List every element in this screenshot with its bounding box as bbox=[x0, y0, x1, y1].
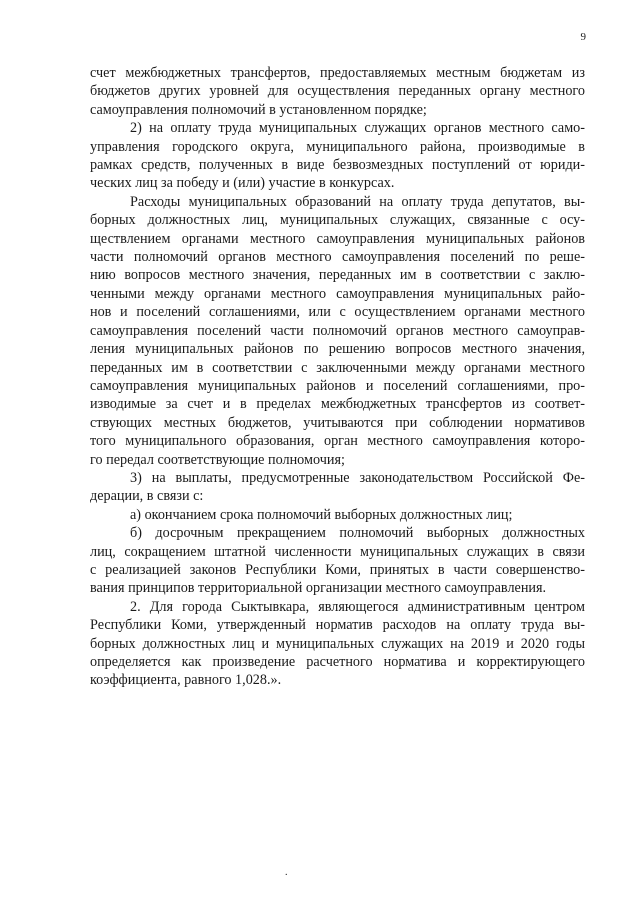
text-line: лиц, сокращением штатной численности муниципальных служащих в связи bbox=[90, 543, 585, 560]
text-line: определяется как произведение расчетного норматива и корректирующего bbox=[90, 654, 585, 670]
text-line: управления городского округа, муниципального района, производимые в bbox=[90, 138, 585, 155]
text-line: вания принципов территориальной организации местного самоуправления. bbox=[90, 580, 547, 597]
text-line: ченными между органами местного самоуправления муниципальных райо- bbox=[90, 285, 585, 302]
paragraph bbox=[90, 119, 585, 193]
text-line: 2) на оплату труда муниципальных служащих органов местного само- bbox=[130, 120, 585, 137]
text-line: изводимые за счет и в пределах межбюджетных трансфертов из соответ- bbox=[90, 396, 585, 413]
text-line: борных должностных лиц и муниципальных служащих на 2019 и 2020 годы bbox=[90, 635, 585, 652]
text-line: ческих лиц за победу и (или) участие в конкурсах. bbox=[90, 175, 395, 192]
document-body bbox=[90, 64, 585, 690]
text-line: борных должностных лиц, муниципальных служащих, связанные с осу- bbox=[90, 212, 585, 229]
paragraph bbox=[90, 524, 585, 598]
text-line: самоуправления полномочий в установленном порядке; bbox=[90, 101, 427, 118]
text-line: 2. Для города Сыктывкара, являющегося административным центром bbox=[130, 598, 585, 615]
text-line: а) окончанием срока полномочий выборных должностных лиц; bbox=[130, 506, 513, 523]
text-line: рамках средств, полученных в виде безвозмездных поступлений от юриди- bbox=[90, 157, 585, 174]
text-line: ществлением органами местного самоуправления муниципальных районов bbox=[90, 230, 585, 247]
text-line: с реализацией законов Республики Коми, принятых в части совершенство- bbox=[90, 561, 585, 578]
text-line: переданных им в соответствии с заключенными между органами местного bbox=[90, 359, 585, 376]
text-line: части полномочий органов местного самоуправления поселений по реше- bbox=[90, 249, 585, 266]
text-line: дерации, в связи с: bbox=[90, 488, 204, 505]
text-line: самоуправления поселений части полномочий органов местного самоуправ- bbox=[90, 322, 585, 339]
paragraph bbox=[90, 598, 585, 690]
text-line: б) досрочным прекращением полномочий выборных должностных bbox=[130, 525, 585, 542]
text-line: бюджетов других уровней для осуществления переданных органу местного bbox=[90, 83, 585, 100]
text-line: самоуправления муниципальных районов и поселений соглашениями, про- bbox=[90, 377, 585, 394]
text-line: коэффициента, равного 1,028.». bbox=[90, 672, 282, 689]
text-line: нов и поселений соглашениями, или с осуществлением органами местного bbox=[90, 304, 585, 321]
paragraph bbox=[90, 64, 585, 119]
paragraph bbox=[90, 506, 585, 524]
text-line: ствующих местных бюджетов, учитываются при соблюдении нормативов bbox=[90, 414, 585, 431]
text-line: Республики Коми, утвержденный норматив расходов на оплату труда вы- bbox=[90, 617, 585, 634]
text-line: 3) на выплаты, предусмотренные законодательством Российской Фе- bbox=[130, 469, 585, 486]
text-line: счет межбюджетных трансфертов, предоставляемых местным бюджетам из bbox=[90, 65, 585, 81]
paragraph bbox=[90, 469, 585, 506]
page-number: 9 bbox=[580, 31, 586, 43]
text-line: нию вопросов местного значения, переданных им в соответствии с заклю- bbox=[90, 267, 585, 284]
paragraph bbox=[90, 193, 585, 469]
text-line: ления муниципальных районов по решению вопросов местного значения, bbox=[90, 341, 585, 358]
text-line: го передал соответствующие полномочия; bbox=[90, 451, 345, 468]
text-line: того муниципального образования, орган местного самоуправления которо- bbox=[90, 433, 585, 450]
text-line: Расходы муниципальных образований на оплату труда депутатов, вы- bbox=[130, 193, 585, 210]
footer-mark: . bbox=[285, 867, 288, 878]
